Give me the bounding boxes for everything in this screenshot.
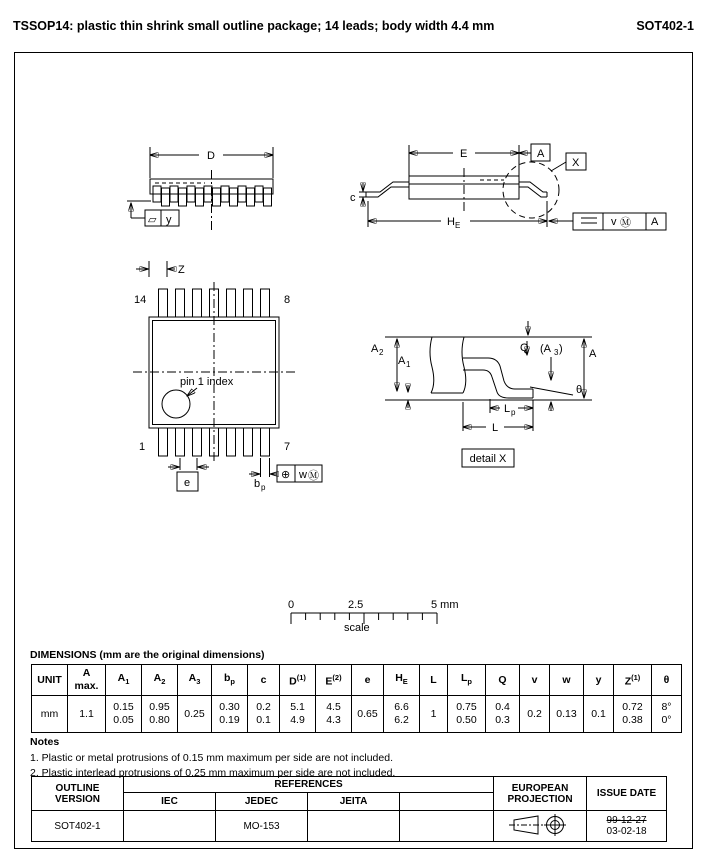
outline-version-header: OUTLINE VERSION bbox=[32, 777, 124, 811]
max-material-icon: Ⓜ bbox=[620, 217, 631, 229]
scale-tick-0: 0 bbox=[288, 599, 295, 611]
note-item: 1. Plastic or metal protrusions of 0.15 mm maximum per side are not included. bbox=[30, 752, 393, 764]
dim-cell: 0.15 0.05 bbox=[106, 696, 142, 733]
dim-cell: 0.72 0.38 bbox=[614, 696, 652, 733]
jedec-header: JEDEC bbox=[216, 793, 308, 811]
dim-label-bp: b bbox=[254, 478, 261, 490]
detail-view bbox=[371, 321, 597, 467]
scale-tick-2-5: 2.5 bbox=[348, 599, 364, 611]
outline-version-value: SOT402-1 bbox=[32, 811, 124, 842]
dimensions-table bbox=[31, 664, 682, 733]
european-projection-header: EUROPEAN PROJECTION bbox=[494, 777, 587, 811]
dim-cell: 6.6 6.2 bbox=[384, 696, 420, 733]
first-angle-projection-icon bbox=[508, 813, 572, 837]
dim-label-A: A bbox=[589, 348, 597, 360]
dim-cell: 0.2 bbox=[520, 696, 550, 733]
end-view bbox=[350, 144, 666, 230]
dim-cell: 0.75 0.50 bbox=[448, 696, 486, 733]
dim-label-A2: A bbox=[371, 343, 379, 355]
svg-text:p: p bbox=[511, 408, 516, 417]
side-view bbox=[127, 147, 273, 233]
pin-1-label: 1 bbox=[139, 441, 146, 453]
dim-col-header: e bbox=[352, 665, 384, 696]
jeita-value bbox=[308, 811, 400, 842]
dim-label-A3: (A bbox=[540, 343, 551, 355]
scale-bar bbox=[288, 599, 459, 634]
package-code: SOT402-1 bbox=[636, 19, 694, 33]
pin1-index-label: pin 1 index bbox=[180, 376, 234, 388]
dim-cell: 5.1 4.9 bbox=[280, 696, 316, 733]
pin-7-label: 7 bbox=[284, 441, 291, 453]
dim-cell: 0.2 0.1 bbox=[248, 696, 280, 733]
projection-symbol-cell bbox=[494, 811, 587, 842]
dim-cell: 8° 0° bbox=[652, 696, 682, 733]
dim-label-E: E bbox=[460, 148, 468, 160]
top-view bbox=[133, 261, 322, 492]
dim-col-header: A max. bbox=[68, 665, 106, 696]
dimensions-caption: DIMENSIONS (mm are the original dimensions) bbox=[30, 649, 265, 661]
tolerance-datum-label: A bbox=[651, 216, 659, 228]
dim-col-header: Q bbox=[486, 665, 520, 696]
datum-A-label: A bbox=[537, 148, 545, 160]
page-title: TSSOP14: plastic thin shrink small outline package; 14 leads; body width 4.4 mm bbox=[13, 19, 495, 33]
svg-text:1: 1 bbox=[406, 360, 411, 369]
scale-caption: scale bbox=[344, 622, 370, 634]
dim-col-header: $Z^{(1)}$ bbox=[614, 665, 652, 696]
dim-col-header: UNIT bbox=[32, 665, 68, 696]
svg-text:3: 3 bbox=[554, 348, 559, 357]
dim-label-Z: Z bbox=[178, 264, 185, 276]
dim-col-header: $A_2$ bbox=[142, 665, 178, 696]
issue-date-header: ISSUE DATE bbox=[587, 777, 667, 811]
dim-col-header: $E^{(2)}$ bbox=[316, 665, 352, 696]
svg-text:E: E bbox=[455, 221, 461, 230]
dim-cell: 1 bbox=[420, 696, 448, 733]
dim-cell: 0.25 bbox=[178, 696, 212, 733]
svg-text:2: 2 bbox=[379, 348, 384, 357]
detail-x-caption: detail X bbox=[469, 453, 507, 465]
dim-label-HE: H bbox=[447, 216, 455, 228]
dim-col-header: $A_1$ bbox=[106, 665, 142, 696]
dim-cell: 0.4 0.3 bbox=[486, 696, 520, 733]
dim-col-header: c bbox=[248, 665, 280, 696]
dim-label-Lp: L bbox=[504, 403, 511, 415]
dim-col-header: y bbox=[584, 665, 614, 696]
dim-cell: 4.5 4.3 bbox=[316, 696, 352, 733]
svg-text:): ) bbox=[559, 343, 563, 355]
blank-header bbox=[400, 793, 494, 811]
dim-label-e: e bbox=[184, 477, 191, 489]
dim-col-header: $A_3$ bbox=[178, 665, 212, 696]
notes-title: Notes bbox=[30, 736, 60, 748]
references-header: REFERENCES bbox=[124, 777, 494, 793]
flatness-symbol-icon: ▱ bbox=[148, 214, 157, 226]
iec-header: IEC bbox=[124, 793, 216, 811]
scale-tick-5mm: 5 mm bbox=[431, 599, 459, 611]
notes-block bbox=[30, 735, 395, 781]
dim-label-L: L bbox=[492, 422, 499, 434]
dim-col-header: θ bbox=[652, 665, 682, 696]
dim-cell: 0.1 bbox=[584, 696, 614, 733]
dim-label-Q: Q bbox=[520, 342, 529, 354]
max-material-icon: Ⓜ bbox=[308, 470, 319, 482]
dim-col-header: L bbox=[420, 665, 448, 696]
issue-date-new: 03-02-18 bbox=[606, 826, 647, 837]
issue-date-old: 99-12-27 bbox=[606, 815, 647, 826]
jedec-value: MO-153 bbox=[216, 811, 308, 842]
references-table bbox=[31, 776, 667, 842]
dim-col-header: w bbox=[550, 665, 584, 696]
dim-col-header: $L_p$ bbox=[448, 665, 486, 696]
tolerance-v-label: v bbox=[611, 216, 617, 228]
dim-cell: 0.30 0.19 bbox=[212, 696, 248, 733]
dim-col-header: $b_p$ bbox=[212, 665, 248, 696]
pin-8-label: 8 bbox=[284, 294, 291, 306]
dim-cell: 0.95 0.80 bbox=[142, 696, 178, 733]
jeita-header: JEITA bbox=[308, 793, 400, 811]
dim-cell: 0.65 bbox=[352, 696, 384, 733]
pin-14-label: 14 bbox=[134, 294, 147, 306]
detail-x-ref-label: X bbox=[572, 157, 580, 169]
blank-value bbox=[400, 811, 494, 842]
svg-text:p: p bbox=[261, 483, 266, 492]
issue-date-value bbox=[587, 811, 667, 842]
dim-col-header: $H_E$ bbox=[384, 665, 420, 696]
dim-label-c: c bbox=[350, 192, 356, 204]
dim-col-header: v bbox=[520, 665, 550, 696]
tolerance-w-label: w bbox=[299, 469, 307, 481]
iec-value bbox=[124, 811, 216, 842]
datum-y-label: y bbox=[166, 214, 172, 226]
true-position-icon: ⊕ bbox=[281, 469, 291, 481]
dim-cell: mm bbox=[32, 696, 68, 733]
dim-label-D: D bbox=[207, 150, 215, 162]
dim-col-header: $D^{(1)}$ bbox=[280, 665, 316, 696]
dim-cell: 1.1 bbox=[68, 696, 106, 733]
dim-label-theta: θ bbox=[576, 384, 583, 396]
dim-label-A1: A bbox=[398, 355, 406, 367]
note-item: 2. Plastic interlead protrusions of 0.25 mm maximum per side are not included. bbox=[30, 767, 396, 779]
dim-cell: 0.13 bbox=[550, 696, 584, 733]
